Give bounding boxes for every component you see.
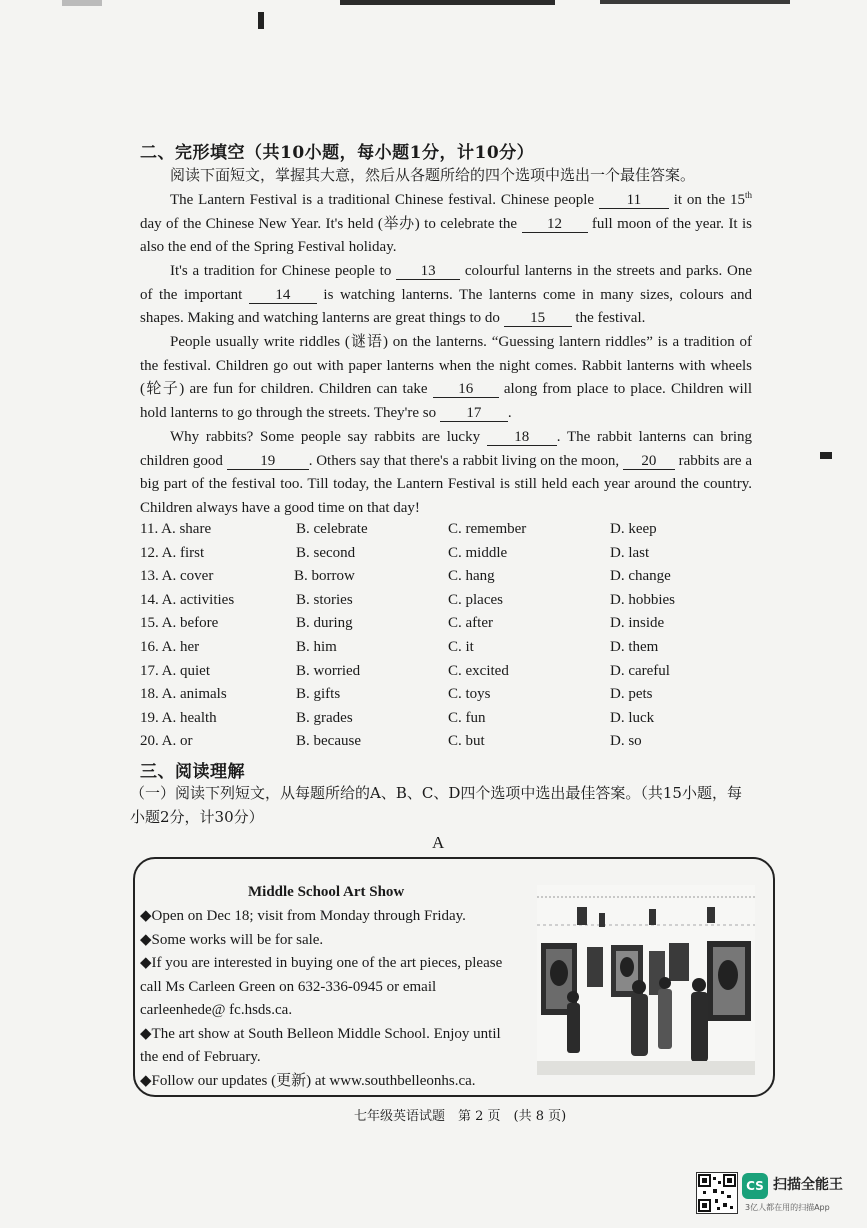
cloze-paragraph-1: The Lantern Festival is a traditional Chinese festival. Chinese people 11 it on the 15th day of the Chinese New Year. It's held (举办) to celebrate the 12 full moon of the year. It is also the end of the Spring Festival holiday. (140, 190, 753, 256)
cloze-paragraph-3: People usually write riddles (谜语) on the lanterns. “Guessing lantern riddles” is a tradition of the festival. Children go out with paper lanterns when the night comes. Rabbit lanterns with wheels (轮子) are fun for children. Children can take 16 along from place to place. Children will hold lanterns to go through the streets. They're so 17 . (140, 334, 752, 421)
passage-label: A (432, 833, 445, 852)
blank-14: 14 (249, 287, 317, 304)
cloze-options (140, 521, 760, 757)
option-row: 12. A. first B. second C. middle D. last (140, 544, 650, 561)
section-title-cloze: 二、完形填空（共10小题，每小题1分，计10分） (140, 143, 535, 163)
blank-18: 18 (487, 429, 557, 446)
scan-mark (820, 452, 832, 459)
ad-line: ◆Some works will be for sale. (140, 931, 324, 948)
option-row: 14. A. activities B. stories C. places D. hobbies (140, 591, 675, 608)
blank-15: 15 (504, 310, 572, 327)
scanner-tagline: 3亿人都在用的扫描App (745, 1203, 830, 1212)
ad-line: ◆Open on Dec 18; visit from Monday through Friday. (140, 908, 466, 924)
cloze-instruction: 阅读下面短文，掌握其大意，然后从各题所给的四个选项中选出一个最佳答案。 (170, 168, 696, 184)
blank-12: 12 (522, 216, 588, 233)
blank-16: 16 (433, 381, 499, 398)
cloze-paragraph-4: Why rabbits? Some people say rabbits are lucky 18 . The rabbit lanterns can bring children good 19 . Others say that there's a rabbit living on the moon, 20 rabbits are a big part of the festival too. Till today, the Lantern Festival is still held each year around the country. Children always have a good time on that day! (140, 429, 753, 516)
scanner-app-name: 扫描全能王 (773, 1177, 843, 1193)
option-row: 19. A. health B. grades C. fun D. luck (140, 709, 655, 726)
ad-line: ◆If you are interested in buying one of the art pieces, please call Ms Carleen Green on 632-336-0945 or email carleenhede@ fc.hsds.ca. (140, 955, 503, 1018)
option-row: 20. A. or B. because C. but D. so (140, 733, 642, 750)
scanner-logo-icon: CS (742, 1173, 768, 1199)
option-row: 18. A. animals B. gifts C. toys D. pets (140, 686, 653, 703)
ad-line: ◆Follow our updates (更新) at www.southbelleonhs.ca. (140, 1072, 476, 1089)
option-row: 17. A. quiet B. worried C. excited D. careful (140, 662, 670, 679)
ad-title: Middle School Art Show (248, 884, 405, 900)
option-row: 11. A. share B. celebrate C. remember D. keep (140, 521, 657, 537)
scan-mark (258, 12, 264, 29)
cloze-paragraph-2: It's a tradition for Chinese people to 13 colourful lanterns in the streets and parks. One of the important 14 is watching lanterns. The lanterns come in many sizes, colours and shapes. Making and watching lanterns are great things to do 15 the festival. (140, 263, 753, 327)
ad-body (140, 905, 505, 1093)
option-row: 16. A. her B. him C. it D. them (140, 638, 659, 655)
reading-instruction: （一）阅读下列短文，从每题所给的A、B、C、D四个选项中选出最佳答案。（共15小题，每小题2分，计30分） (130, 784, 742, 826)
blank-20: 20 (623, 453, 675, 470)
blank-11: 11 (599, 192, 669, 209)
scan-edge (0, 0, 867, 10)
section-title-reading: 三、阅读理解 (140, 762, 245, 782)
option-row: 15. A. before B. during C. after D. inside (140, 615, 665, 632)
qr-code-icon (696, 1172, 738, 1214)
art-gallery-illustration (537, 885, 755, 1075)
blank-19: 19 (227, 453, 309, 470)
ad-line: ◆The art show at South Belleon Middle School. Enjoy until the end of February. (140, 1025, 501, 1065)
option-row: 13. A. cover B. borrow C. hang D. change (140, 568, 671, 585)
blank-13: 13 (396, 263, 460, 280)
blank-17: 17 (440, 405, 508, 422)
page-footer: 七年级英语试题 第 2 页 (共 8 页) (354, 1109, 567, 1124)
